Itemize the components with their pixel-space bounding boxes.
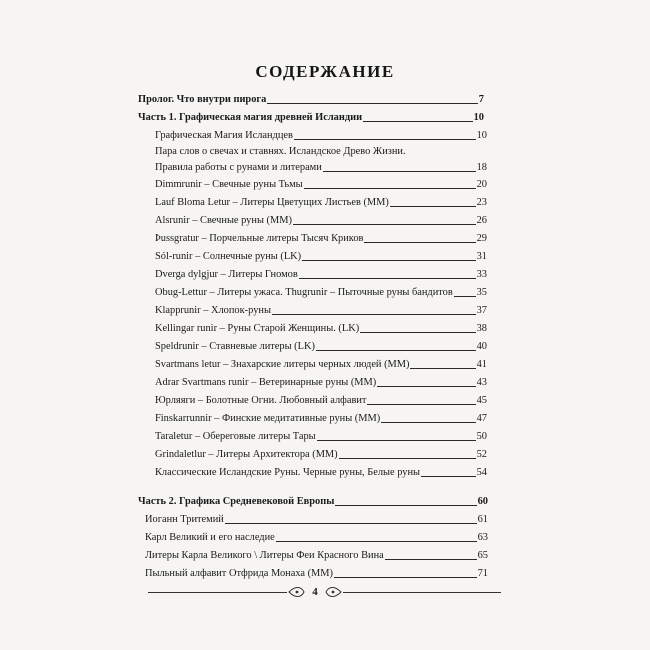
toc-entry-label: Finskarrunnir – Финские медитативные руны (ММ) (155, 413, 381, 424)
toc-entry-part-2[interactable] (138, 492, 488, 508)
toc-entry[interactable] (145, 564, 488, 580)
toc-leader-line (381, 422, 475, 423)
toc-leader-line (339, 458, 476, 459)
toc-entry[interactable] (155, 247, 487, 263)
toc-entry-label: Sól-runir – Солнечные руны (LK) (155, 251, 302, 262)
toc-leader-line (334, 577, 477, 578)
toc-entry[interactable] (155, 409, 487, 425)
toc-entry[interactable] (145, 546, 488, 562)
toc-leader-line (385, 559, 477, 560)
toc-leader-line (267, 103, 477, 104)
toc-entry-label: Taraletur – Обереговые литеры Тары (155, 431, 316, 442)
toc-page-number: 26 (476, 215, 487, 226)
toc-leader-line (335, 505, 476, 506)
toc-page-number: 41 (476, 359, 487, 370)
toc-leader-line (299, 278, 476, 279)
toc-entry-label: Adrar Svartmans runir – Ветеринарные руны (ММ) (155, 377, 377, 388)
toc-leader-line (276, 541, 477, 542)
toc-entry-label: Grindaletlur – Литеры Архитектора (ММ) (155, 449, 338, 460)
toc-entry-label: Lauf Bloma Letur – Литеры Цветущих Листьев (ММ) (155, 197, 389, 208)
toc-leader-line (225, 523, 477, 524)
page-number: 4 (312, 586, 318, 598)
toc-page-number: 71 (477, 568, 488, 579)
toc-leader-line (316, 350, 476, 351)
toc-entry-label: Правила работы с рунами и литерами (155, 162, 322, 173)
toc-page-number: 52 (476, 449, 487, 460)
toc-leader-line (323, 171, 476, 172)
toc-entry-label: Пыльный алфавит Отфрида Монаха (ММ) (145, 568, 333, 579)
toc-page-number: 38 (476, 323, 487, 334)
toc-entry[interactable] (155, 337, 487, 353)
toc-entry[interactable] (155, 373, 487, 389)
toc-entry[interactable] (155, 283, 487, 299)
toc-leader-line (293, 224, 476, 225)
toc-entry[interactable] (155, 265, 487, 281)
toc-entry-label: Dimmrunir – Свечные руны Тьмы (155, 179, 303, 190)
toc-entry-label: Пара слов о свечах и ставнях. Исландское Древо Жизни. (155, 146, 406, 157)
toc-page-number: 37 (476, 305, 487, 316)
toc-page-number: 43 (476, 377, 487, 388)
toc-entry-label: Speldrunir – Ставневые литеры (LK) (155, 341, 315, 352)
toc-page-number: 63 (477, 532, 488, 543)
toc-entry[interactable] (155, 391, 487, 407)
toc-leader-line (363, 121, 473, 122)
toc-entry[interactable] (155, 301, 487, 317)
toc-page-number: 50 (476, 431, 487, 442)
toc-entry-label: Литеры Карла Великого \ Литеры Феи Красного Вина (145, 550, 384, 561)
toc-entry[interactable] (155, 319, 487, 335)
toc-page-number: 7 (478, 94, 484, 105)
toc-entry-label: Obug-Lettur – Литеры ужаса. Thugrunir – Пыточные руны бандитов (155, 287, 453, 298)
toc-entry-label: Часть 2. Графика Средневековой Европы (138, 496, 335, 507)
page-title: СОДЕРЖАНИЕ (255, 62, 395, 81)
toc-entry[interactable] (155, 355, 487, 371)
toc-leader-line (304, 188, 476, 189)
toc-page-number: 31 (476, 251, 487, 262)
toc-entry-label: Dverga dylgjur – Литеры Гномов (155, 269, 298, 280)
toc-page-number: 10 (473, 112, 484, 123)
toc-page-number: 54 (476, 467, 487, 478)
toc-entry[interactable] (155, 445, 487, 461)
footer-ornament (287, 584, 343, 600)
toc-leader-line (377, 386, 475, 387)
toc-leader-line (410, 368, 475, 369)
toc-entry-part-1[interactable] (138, 108, 484, 124)
toc-page-number: 60 (477, 496, 488, 507)
toc-leader-line (367, 404, 475, 405)
toc-leader-line (421, 476, 476, 477)
toc-leader-line (454, 296, 476, 297)
toc-entry-label: Пролог. Что внутри пирога (138, 94, 267, 105)
toc-entry[interactable] (155, 175, 487, 191)
toc-leader-line (302, 260, 475, 261)
toc-entry[interactable] (155, 193, 487, 209)
toc-entry-label: Alsrunir – Свечные руны (ММ) (155, 215, 292, 226)
toc-page-number: 23 (476, 197, 487, 208)
toc-entry-prolog[interactable] (138, 90, 484, 106)
toc-page-number: 35 (476, 287, 487, 298)
toc-entry[interactable] (155, 126, 487, 142)
toc-entry[interactable] (155, 229, 487, 245)
toc-leader-line (317, 440, 476, 441)
toc-entry-label: Юрляяги – Болотные Огни. Любовный алфавит (155, 395, 367, 406)
toc-leader-line (390, 206, 476, 207)
toc-entry-label: Иоганн Тритемий (145, 514, 224, 525)
toc-entry[interactable] (155, 142, 487, 158)
toc-entry[interactable] (145, 510, 488, 526)
toc-leader-line (360, 332, 475, 333)
toc-page-number: 18 (476, 162, 487, 173)
toc-leader-line (294, 139, 476, 140)
toc-entry-label: Часть 1. Графическая магия древней Исландии (138, 112, 363, 123)
toc-entry[interactable] (155, 158, 487, 174)
toc-page-number: 20 (476, 179, 487, 190)
toc-leader-line (364, 242, 475, 243)
toc-leader-line (272, 314, 476, 315)
toc-entry[interactable] (155, 427, 487, 443)
toc-page-number: 40 (476, 341, 487, 352)
toc-entry[interactable] (155, 463, 487, 479)
toc-entry-label: Классические Исландские Руны. Черные руны, Белые руны (155, 467, 420, 478)
toc-entry-label: Kellingar runir – Руны Старой Женщины. (LK) (155, 323, 360, 334)
toc-entry-label: Svartmans letur – Знахарские литеры черных людей (ММ) (155, 359, 410, 370)
footer-rule-left (148, 592, 287, 593)
toc-page-number: 47 (476, 413, 487, 424)
toc-entry-label: Графическая Магия Исландцев (155, 130, 293, 141)
toc-page-number: 45 (476, 395, 487, 406)
toc-page-number: 29 (476, 233, 487, 244)
footer-rule-right (343, 592, 501, 593)
toc-entry-label: Þussgratur – Порчельные литеры Тысяч Криков (155, 233, 364, 244)
toc-page-number: 10 (476, 130, 487, 141)
toc-page-number: 61 (477, 514, 488, 525)
toc-page-number: 65 (477, 550, 488, 561)
toc-entry-label: Карл Великий и его наследие (145, 532, 275, 543)
toc-entry[interactable] (145, 528, 488, 544)
toc-page-number: 33 (476, 269, 487, 280)
toc-entry[interactable] (155, 211, 487, 227)
toc-entry-label: Klapprunir – Хлопок-руны (155, 305, 271, 316)
